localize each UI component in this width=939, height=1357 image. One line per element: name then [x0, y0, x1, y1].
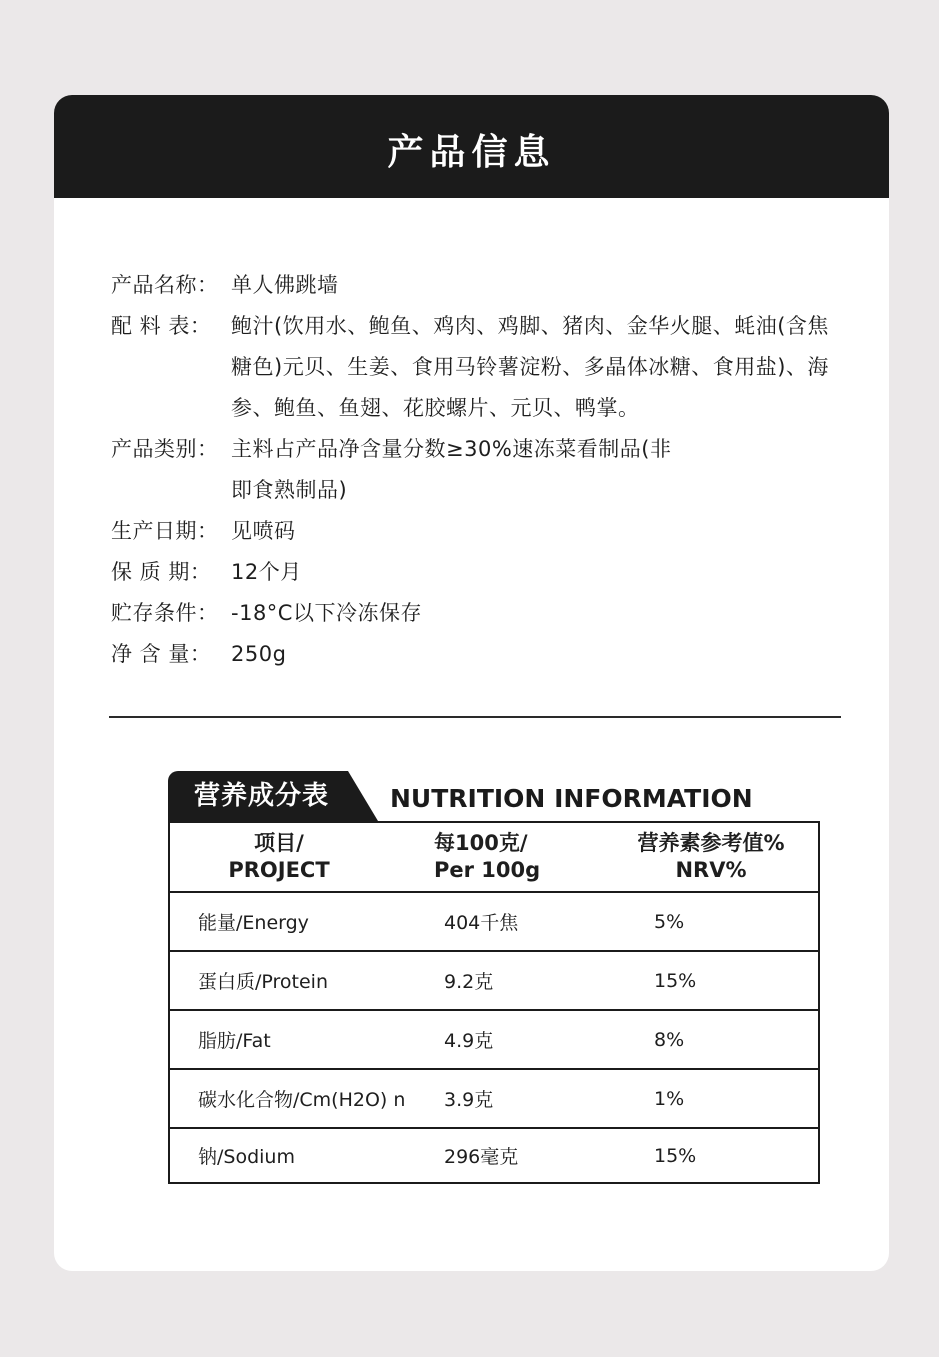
info-label: 配 料 表： — [111, 314, 212, 338]
info-value — [231, 265, 851, 306]
info-label: 产品类别： — [111, 437, 219, 461]
nutrition-header — [168, 771, 770, 821]
product-info-list — [111, 265, 851, 675]
nutrient-name: 脂肪/Fat — [169, 1010, 418, 1069]
info-row-shelf-life — [111, 552, 851, 593]
section-divider — [109, 716, 841, 718]
info-label: 生产日期： — [111, 519, 219, 543]
nutrition-title-en: NUTRITION INFORMATION — [390, 784, 753, 813]
info-value-line: 糖色)元贝、生姜、食用马铃薯淀粉、多晶体冰糖、食用盐)、海 — [231, 355, 829, 379]
nutrient-amount: 3.9克 — [418, 1069, 604, 1128]
info-value-line: -18°C以下冷冻保存 — [231, 601, 422, 625]
nutrition-section — [168, 771, 785, 1184]
column-header-nrv — [604, 822, 819, 892]
column-header-per100g — [418, 822, 604, 892]
card-header — [54, 95, 889, 198]
info-row-category — [111, 429, 851, 511]
nutrition-tab-label: 营养成分表 — [194, 781, 330, 811]
column-header-line: PROJECT — [228, 858, 330, 882]
table-row — [169, 892, 819, 951]
info-label: 产品名称： — [111, 273, 219, 297]
info-value-line: 参、鲍鱼、鱼翅、花胶螺片、元贝、鸭掌。 — [231, 396, 640, 420]
info-value-line: 鲍汁(饮用水、鲍鱼、鸡肉、鸡脚、猪肉、金华火腿、蚝油(含焦 — [231, 314, 829, 338]
info-value-line: 单人佛跳墙 — [231, 273, 339, 297]
column-header-line: 每100克/ — [434, 831, 528, 855]
column-header-line: 项目/ — [254, 831, 304, 855]
info-value — [231, 593, 851, 634]
info-value-line: 见喷码 — [231, 519, 296, 543]
column-header-project — [169, 822, 418, 892]
info-value-line: 即食熟制品) — [231, 478, 348, 502]
info-value — [231, 306, 851, 429]
nutrient-amount: 296毫克 — [444, 1146, 519, 1168]
nutrient-amount: 404千焦 — [418, 892, 604, 951]
info-row-production-date — [111, 511, 851, 552]
nutrient-nrv: 15% — [654, 1144, 697, 1167]
nutrient-name: 钠/Sodium — [198, 1146, 295, 1168]
info-value-line: 12个月 — [231, 560, 302, 584]
info-value — [231, 634, 851, 675]
info-label: 保 质 期： — [111, 560, 212, 584]
nutrition-table — [168, 821, 820, 1184]
column-header-line: 营养素参考值% — [637, 831, 785, 855]
product-info-card — [54, 95, 889, 1271]
info-label: 净 含 量： — [111, 642, 212, 666]
info-label: 贮存条件： — [111, 601, 219, 625]
info-row-net-weight — [111, 634, 851, 675]
column-header-line: Per 100g — [434, 858, 541, 882]
nutrient-name: 蛋白质/Protein — [169, 951, 418, 1010]
column-header-line: NRV% — [675, 858, 747, 882]
info-value — [231, 429, 851, 511]
info-value — [231, 552, 851, 593]
nutrient-name: 碳水化合物/Cm(H2O) n — [169, 1069, 418, 1128]
nutrient-nrv: 8% — [604, 1010, 819, 1069]
nutrient-name: 能量/Energy — [169, 892, 418, 951]
nutrient-nrv: 5% — [604, 892, 819, 951]
info-row-name — [111, 265, 851, 306]
table-row — [169, 951, 819, 1010]
page-title: 产品信息 — [387, 132, 556, 173]
info-value-line: 250g — [231, 642, 287, 666]
table-row — [169, 1069, 819, 1128]
info-value — [231, 511, 851, 552]
nutrient-nrv: 1% — [604, 1069, 819, 1128]
table-header-row — [169, 822, 819, 892]
nutrient-amount: 9.2克 — [418, 951, 604, 1010]
nutrient-nrv: 15% — [604, 951, 819, 1010]
info-value-line: 主料占产品净含量分数≥30%速冻菜看制品(非 — [231, 437, 672, 461]
info-row-ingredients — [111, 306, 851, 429]
nutrient-amount: 4.9克 — [418, 1010, 604, 1069]
table-row — [169, 1010, 819, 1069]
info-row-storage — [111, 593, 851, 634]
table-row — [169, 1128, 819, 1183]
